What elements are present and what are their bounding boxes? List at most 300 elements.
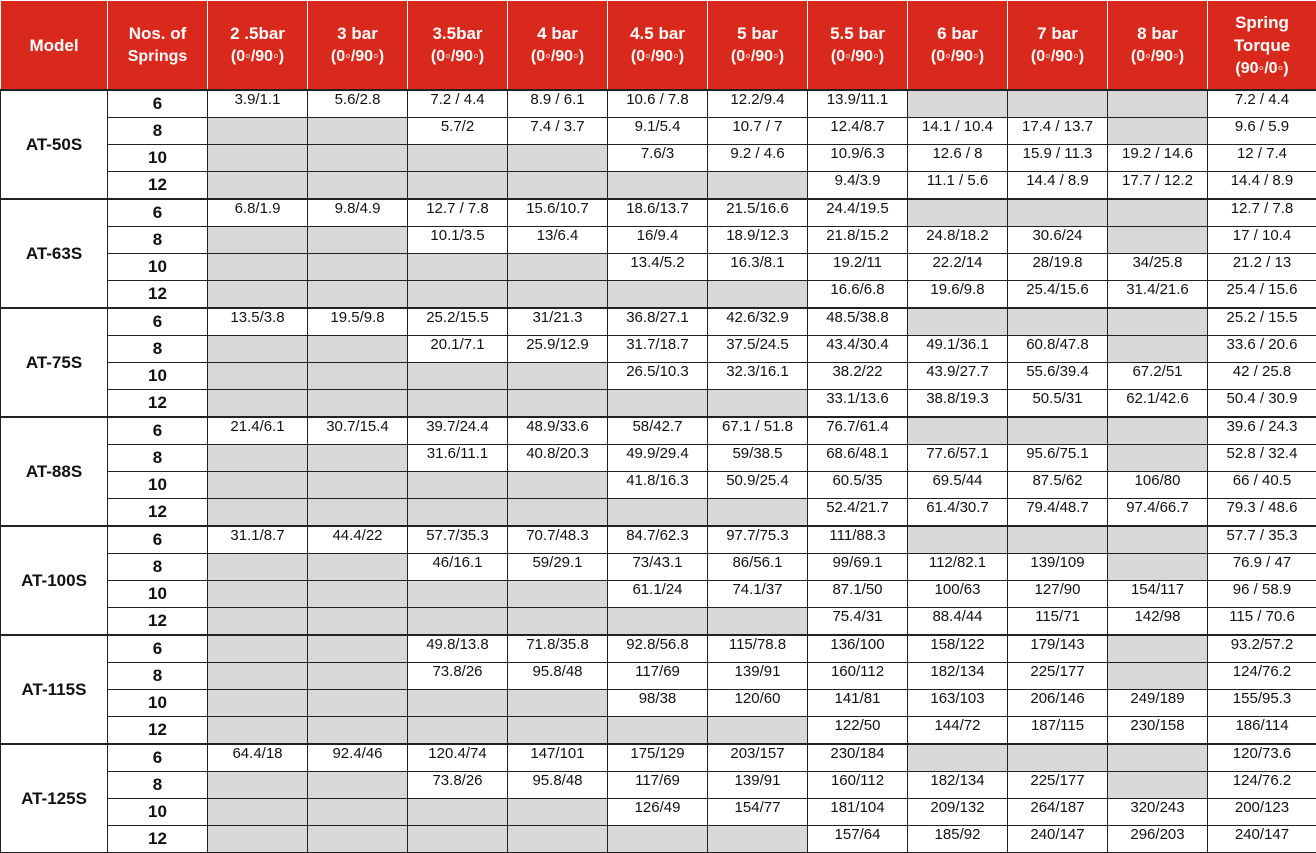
torque-value-cell: 17.4 / 13.7 — [1008, 118, 1108, 145]
torque-value-cell: 19.2 / 14.6 — [1108, 145, 1208, 172]
empty-cell — [308, 499, 408, 527]
column-header-line2: Springs — [108, 45, 207, 68]
empty-cell — [408, 717, 508, 745]
torque-value-cell: 3.9/1.1 — [208, 90, 308, 118]
table-row — [1, 799, 1316, 826]
empty-cell — [608, 608, 708, 636]
empty-cell — [608, 390, 708, 418]
torque-value-cell: 124/76.2 — [1208, 772, 1316, 799]
empty-cell — [1108, 199, 1208, 227]
torque-value-cell: 141/81 — [808, 690, 908, 717]
empty-cell — [508, 172, 608, 200]
empty-cell — [208, 227, 308, 254]
empty-cell — [208, 472, 308, 499]
empty-cell — [1108, 227, 1208, 254]
torque-value-cell: 264/187 — [1008, 799, 1108, 826]
torque-value-cell: 58/42.7 — [608, 417, 708, 445]
torque-value-cell: 84.7/62.3 — [608, 526, 708, 554]
empty-cell — [1108, 90, 1208, 118]
torque-value-cell: 14.4 / 8.9 — [1208, 172, 1316, 200]
empty-cell — [308, 635, 408, 663]
torque-value-cell: 7.4 / 3.7 — [508, 118, 608, 145]
torque-value-cell: 117/69 — [608, 772, 708, 799]
torque-value-cell: 39.6 / 24.3 — [1208, 417, 1316, 445]
table-row — [1, 145, 1316, 172]
torque-value-cell: 55.6/39.4 — [1008, 363, 1108, 390]
empty-cell — [508, 799, 608, 826]
empty-cell — [308, 772, 408, 799]
empty-cell — [908, 526, 1008, 554]
torque-value-cell: 115/71 — [1008, 608, 1108, 636]
empty-cell — [508, 690, 608, 717]
torque-value-cell: 79.3 / 48.6 — [1208, 499, 1316, 527]
empty-cell — [508, 499, 608, 527]
springs-cell: 6 — [108, 526, 208, 554]
torque-value-cell: 49.8/13.8 — [408, 635, 508, 663]
empty-cell — [908, 199, 1008, 227]
torque-value-cell: 9.4/3.9 — [808, 172, 908, 200]
empty-cell — [608, 172, 708, 200]
torque-value-cell: 28/19.8 — [1008, 254, 1108, 281]
empty-cell — [508, 281, 608, 309]
torque-value-cell: 88.4/44 — [908, 608, 1008, 636]
table-row — [1, 554, 1316, 581]
empty-cell — [408, 172, 508, 200]
torque-value-cell: 87.5/62 — [1008, 472, 1108, 499]
empty-cell — [308, 445, 408, 472]
column-header — [408, 1, 508, 91]
torque-value-cell: 144/72 — [908, 717, 1008, 745]
torque-value-cell: 136/100 — [808, 635, 908, 663]
torque-value-cell: 154/117 — [1108, 581, 1208, 608]
column-header — [608, 1, 708, 91]
empty-cell — [708, 826, 808, 853]
model-cell: AT-50S — [1, 90, 108, 199]
empty-cell — [308, 608, 408, 636]
torque-value-cell: 230/158 — [1108, 717, 1208, 745]
empty-cell — [708, 608, 808, 636]
torque-value-cell: 15.6/10.7 — [508, 199, 608, 227]
torque-value-cell: 15.9 / 11.3 — [1008, 145, 1108, 172]
table-row — [1, 390, 1316, 418]
torque-value-cell: 50.9/25.4 — [708, 472, 808, 499]
torque-value-cell: 154/77 — [708, 799, 808, 826]
empty-cell — [208, 145, 308, 172]
empty-cell — [308, 472, 408, 499]
table-row — [1, 308, 1316, 336]
springs-cell: 6 — [108, 199, 208, 227]
empty-cell — [708, 172, 808, 200]
torque-value-cell: 73.8/26 — [408, 772, 508, 799]
torque-value-cell: 50.5/31 — [1008, 390, 1108, 418]
torque-value-cell: 182/134 — [908, 772, 1008, 799]
torque-value-cell: 34/25.8 — [1108, 254, 1208, 281]
torque-value-cell: 74.1/37 — [708, 581, 808, 608]
springs-cell: 10 — [108, 581, 208, 608]
torque-value-cell: 13.9/11.1 — [808, 90, 908, 118]
column-header-line1: 4.5 bar — [630, 24, 685, 43]
torque-value-cell: 5.7/2 — [408, 118, 508, 145]
torque-value-cell: 187/115 — [1008, 717, 1108, 745]
empty-cell — [208, 390, 308, 418]
empty-cell — [408, 690, 508, 717]
springs-cell: 8 — [108, 336, 208, 363]
torque-value-cell: 66 / 40.5 — [1208, 472, 1316, 499]
empty-cell — [408, 581, 508, 608]
empty-cell — [308, 554, 408, 581]
torque-value-cell: 70.7/48.3 — [508, 526, 608, 554]
springs-cell: 12 — [108, 717, 208, 745]
table-row — [1, 227, 1316, 254]
torque-value-cell: 57.7/35.3 — [408, 526, 508, 554]
table-row — [1, 472, 1316, 499]
torque-value-cell: 17.7 / 12.2 — [1108, 172, 1208, 200]
torque-value-cell: 115/78.8 — [708, 635, 808, 663]
torque-value-cell: 7.2 / 4.4 — [1208, 90, 1316, 118]
torque-value-cell: 186/114 — [1208, 717, 1316, 745]
column-header-line2: (0◦/90◦) — [308, 45, 407, 68]
torque-value-cell: 225/177 — [1008, 663, 1108, 690]
empty-cell — [1108, 417, 1208, 445]
empty-cell — [308, 799, 408, 826]
torque-value-cell: 96 / 58.9 — [1208, 581, 1316, 608]
torque-value-cell: 12.6 / 8 — [908, 145, 1008, 172]
torque-value-cell: 86/56.1 — [708, 554, 808, 581]
empty-cell — [408, 390, 508, 418]
torque-value-cell: 60.8/47.8 — [1008, 336, 1108, 363]
springs-cell: 6 — [108, 417, 208, 445]
torque-value-cell: 112/82.1 — [908, 554, 1008, 581]
torque-value-cell: 16.6/6.8 — [808, 281, 908, 309]
torque-value-cell: 155/95.3 — [1208, 690, 1316, 717]
table-row — [1, 118, 1316, 145]
column-header-line2: (0◦/90◦) — [708, 45, 807, 68]
column-header — [808, 1, 908, 91]
springs-cell: 10 — [108, 799, 208, 826]
torque-value-cell: 127/90 — [1008, 581, 1108, 608]
torque-value-cell: 203/157 — [708, 744, 808, 772]
empty-cell — [608, 717, 708, 745]
springs-cell: 12 — [108, 281, 208, 309]
torque-value-cell: 19.2/11 — [808, 254, 908, 281]
torque-value-cell: 24.4/19.5 — [808, 199, 908, 227]
torque-value-cell: 41.8/16.3 — [608, 472, 708, 499]
torque-value-cell: 19.5/9.8 — [308, 308, 408, 336]
empty-cell — [308, 172, 408, 200]
torque-value-cell: 139/91 — [708, 663, 808, 690]
empty-cell — [208, 635, 308, 663]
column-header-line1: 4 bar — [537, 24, 578, 43]
column-header — [108, 1, 208, 91]
torque-value-cell: 225/177 — [1008, 772, 1108, 799]
torque-value-cell: 181/104 — [808, 799, 908, 826]
torque-value-cell: 25.2/15.5 — [408, 308, 508, 336]
torque-value-cell: 93.2/57.2 — [1208, 635, 1316, 663]
torque-value-cell: 19.6/9.8 — [908, 281, 1008, 309]
springs-cell: 6 — [108, 308, 208, 336]
empty-cell — [908, 308, 1008, 336]
torque-value-cell: 9.8/4.9 — [308, 199, 408, 227]
empty-cell — [708, 499, 808, 527]
torque-value-cell: 50.4 / 30.9 — [1208, 390, 1316, 418]
empty-cell — [208, 799, 308, 826]
torque-value-cell: 25.9/12.9 — [508, 336, 608, 363]
empty-cell — [908, 417, 1008, 445]
springs-cell: 10 — [108, 690, 208, 717]
torque-value-cell: 31.7/18.7 — [608, 336, 708, 363]
empty-cell — [1008, 526, 1108, 554]
torque-value-cell: 20.1/7.1 — [408, 336, 508, 363]
torque-value-cell: 31.4/21.6 — [1108, 281, 1208, 309]
table-row — [1, 717, 1316, 745]
torque-value-cell: 163/103 — [908, 690, 1008, 717]
torque-value-cell: 9.2 / 4.6 — [708, 145, 808, 172]
torque-value-cell: 117/69 — [608, 663, 708, 690]
empty-cell — [308, 281, 408, 309]
empty-cell — [1108, 744, 1208, 772]
empty-cell — [308, 118, 408, 145]
table-row — [1, 581, 1316, 608]
springs-cell: 12 — [108, 172, 208, 200]
springs-cell: 6 — [108, 90, 208, 118]
torque-value-cell: 46/16.1 — [408, 554, 508, 581]
empty-cell — [208, 445, 308, 472]
empty-cell — [208, 281, 308, 309]
model-cell: AT-115S — [1, 635, 108, 744]
torque-value-cell: 76.9 / 47 — [1208, 554, 1316, 581]
empty-cell — [308, 390, 408, 418]
torque-value-cell: 10.6 / 7.8 — [608, 90, 708, 118]
empty-cell — [1008, 90, 1108, 118]
torque-value-cell: 69.5/44 — [908, 472, 1008, 499]
torque-value-cell: 95.8/48 — [508, 772, 608, 799]
torque-value-cell: 115 / 70.6 — [1208, 608, 1316, 636]
column-header-line1: 3 bar — [337, 24, 378, 43]
torque-value-cell: 38.8/19.3 — [908, 390, 1008, 418]
torque-value-cell: 67.1 / 51.8 — [708, 417, 808, 445]
table-row — [1, 635, 1316, 663]
torque-value-cell: 12.7 / 7.8 — [1208, 199, 1316, 227]
table-row — [1, 608, 1316, 636]
torque-value-cell: 92.8/56.8 — [608, 635, 708, 663]
table-row — [1, 90, 1316, 118]
torque-value-cell: 68.6/48.1 — [808, 445, 908, 472]
torque-value-cell: 320/243 — [1108, 799, 1208, 826]
empty-cell — [208, 172, 308, 200]
springs-cell: 6 — [108, 635, 208, 663]
torque-value-cell: 111/88.3 — [808, 526, 908, 554]
torque-value-cell: 206/146 — [1008, 690, 1108, 717]
torque-value-cell: 59/29.1 — [508, 554, 608, 581]
torque-value-cell: 120/60 — [708, 690, 808, 717]
torque-value-cell: 11.1 / 5.6 — [908, 172, 1008, 200]
torque-value-cell: 25.2 / 15.5 — [1208, 308, 1316, 336]
torque-value-cell: 10.1/3.5 — [408, 227, 508, 254]
empty-cell — [508, 826, 608, 853]
empty-cell — [1108, 526, 1208, 554]
springs-cell: 12 — [108, 826, 208, 853]
empty-cell — [508, 145, 608, 172]
torque-value-cell: 95.6/75.1 — [1008, 445, 1108, 472]
column-header — [908, 1, 1008, 91]
empty-cell — [1008, 308, 1108, 336]
torque-value-cell: 10.7 / 7 — [708, 118, 808, 145]
empty-cell — [308, 227, 408, 254]
torque-value-cell: 185/92 — [908, 826, 1008, 853]
empty-cell — [1008, 199, 1108, 227]
torque-value-cell: 73/43.1 — [608, 554, 708, 581]
empty-cell — [1108, 336, 1208, 363]
torque-value-cell: 32.3/16.1 — [708, 363, 808, 390]
torque-value-cell: 61.4/30.7 — [908, 499, 1008, 527]
column-header — [1108, 1, 1208, 91]
empty-cell — [508, 254, 608, 281]
table-row — [1, 172, 1316, 200]
column-header-line2: (0◦/90◦) — [408, 45, 507, 68]
torque-value-cell: 106/80 — [1108, 472, 1208, 499]
torque-value-cell: 9.1/5.4 — [608, 118, 708, 145]
torque-value-cell: 13.5/3.8 — [208, 308, 308, 336]
torque-value-cell: 48.5/38.8 — [808, 308, 908, 336]
empty-cell — [608, 826, 708, 853]
springs-cell: 10 — [108, 145, 208, 172]
springs-cell: 8 — [108, 663, 208, 690]
header-row — [1, 1, 1316, 91]
empty-cell — [608, 281, 708, 309]
column-header — [308, 1, 408, 91]
column-header-line1: 8 bar — [1137, 24, 1178, 43]
empty-cell — [1108, 635, 1208, 663]
torque-value-cell: 12 / 7.4 — [1208, 145, 1316, 172]
column-header-line2: (0◦/90◦) — [208, 45, 307, 68]
empty-cell — [1108, 118, 1208, 145]
torque-value-cell: 38.2/22 — [808, 363, 908, 390]
torque-value-cell: 75.4/31 — [808, 608, 908, 636]
torque-value-cell: 39.7/24.4 — [408, 417, 508, 445]
table-row — [1, 690, 1316, 717]
empty-cell — [408, 826, 508, 853]
torque-value-cell: 26.5/10.3 — [608, 363, 708, 390]
torque-value-cell: 139/109 — [1008, 554, 1108, 581]
torque-value-cell: 33.6 / 20.6 — [1208, 336, 1316, 363]
column-header-line1: 3.5bar — [432, 24, 482, 43]
springs-cell: 10 — [108, 363, 208, 390]
table-row — [1, 526, 1316, 554]
torque-value-cell: 31.1/8.7 — [208, 526, 308, 554]
table-row — [1, 744, 1316, 772]
model-cell: AT-100S — [1, 526, 108, 635]
torque-value-cell: 160/112 — [808, 772, 908, 799]
torque-value-cell: 230/184 — [808, 744, 908, 772]
empty-cell — [408, 281, 508, 309]
torque-value-cell: 7.6/3 — [608, 145, 708, 172]
torque-value-cell: 42.6/32.9 — [708, 308, 808, 336]
torque-value-cell: 175/129 — [608, 744, 708, 772]
column-header — [1208, 1, 1316, 91]
column-header — [1008, 1, 1108, 91]
torque-value-cell: 100/63 — [908, 581, 1008, 608]
torque-value-cell: 296/203 — [1108, 826, 1208, 853]
springs-cell: 10 — [108, 472, 208, 499]
springs-cell: 8 — [108, 554, 208, 581]
model-cell: AT-88S — [1, 417, 108, 526]
model-cell: AT-75S — [1, 308, 108, 417]
empty-cell — [508, 472, 608, 499]
empty-cell — [308, 336, 408, 363]
table-row — [1, 363, 1316, 390]
column-header-line1: Spring Torque — [1234, 13, 1290, 55]
torque-value-cell: 14.4 / 8.9 — [1008, 172, 1108, 200]
torque-value-cell: 22.2/14 — [908, 254, 1008, 281]
empty-cell — [308, 254, 408, 281]
torque-value-cell: 120/73.6 — [1208, 744, 1316, 772]
empty-cell — [508, 363, 608, 390]
torque-value-cell: 25.4 / 15.6 — [1208, 281, 1316, 309]
torque-value-cell: 64.4/18 — [208, 744, 308, 772]
torque-value-cell: 10.9/6.3 — [808, 145, 908, 172]
torque-value-cell: 30.6/24 — [1008, 227, 1108, 254]
torque-value-cell: 13.4/5.2 — [608, 254, 708, 281]
torque-value-cell: 5.6/2.8 — [308, 90, 408, 118]
torque-value-cell: 95.8/48 — [508, 663, 608, 690]
empty-cell — [308, 690, 408, 717]
torque-value-cell: 77.6/57.1 — [908, 445, 1008, 472]
column-header-line1: Model — [29, 36, 78, 55]
table-row — [1, 417, 1316, 445]
torque-value-cell: 9.6 / 5.9 — [1208, 118, 1316, 145]
column-header-line2: (0◦/90◦) — [808, 45, 907, 68]
torque-value-cell: 16.3/8.1 — [708, 254, 808, 281]
empty-cell — [1108, 445, 1208, 472]
springs-cell: 12 — [108, 390, 208, 418]
torque-value-cell: 79.4/48.7 — [1008, 499, 1108, 527]
column-header-line1: 7 bar — [1037, 24, 1078, 43]
column-header — [1, 1, 108, 91]
torque-value-cell: 61.1/24 — [608, 581, 708, 608]
column-header-line1: Nos. of — [129, 24, 187, 43]
empty-cell — [408, 499, 508, 527]
empty-cell — [208, 499, 308, 527]
torque-value-cell: 43.4/30.4 — [808, 336, 908, 363]
torque-value-cell: 209/132 — [908, 799, 1008, 826]
empty-cell — [708, 281, 808, 309]
torque-value-cell: 249/189 — [1108, 690, 1208, 717]
torque-value-cell: 25.4/15.6 — [1008, 281, 1108, 309]
torque-value-cell: 182/134 — [908, 663, 1008, 690]
empty-cell — [308, 663, 408, 690]
empty-cell — [208, 663, 308, 690]
torque-value-cell: 43.9/27.7 — [908, 363, 1008, 390]
table-row — [1, 499, 1316, 527]
torque-value-cell: 33.1/13.6 — [808, 390, 908, 418]
torque-value-cell: 71.8/35.8 — [508, 635, 608, 663]
torque-value-cell: 31/21.3 — [508, 308, 608, 336]
springs-cell: 8 — [108, 118, 208, 145]
torque-value-cell: 18.6/13.7 — [608, 199, 708, 227]
model-cell: AT-63S — [1, 199, 108, 308]
torque-value-cell: 17 / 10.4 — [1208, 227, 1316, 254]
torque-value-cell: 37.5/24.5 — [708, 336, 808, 363]
springs-cell: 8 — [108, 227, 208, 254]
torque-value-cell: 12.7 / 7.8 — [408, 199, 508, 227]
torque-value-cell: 21.2 / 13 — [1208, 254, 1316, 281]
torque-value-cell: 21.5/16.6 — [708, 199, 808, 227]
torque-value-cell: 24.8/18.2 — [908, 227, 1008, 254]
torque-value-cell: 7.2 / 4.4 — [408, 90, 508, 118]
empty-cell — [308, 145, 408, 172]
springs-cell: 8 — [108, 772, 208, 799]
torque-value-cell: 59/38.5 — [708, 445, 808, 472]
